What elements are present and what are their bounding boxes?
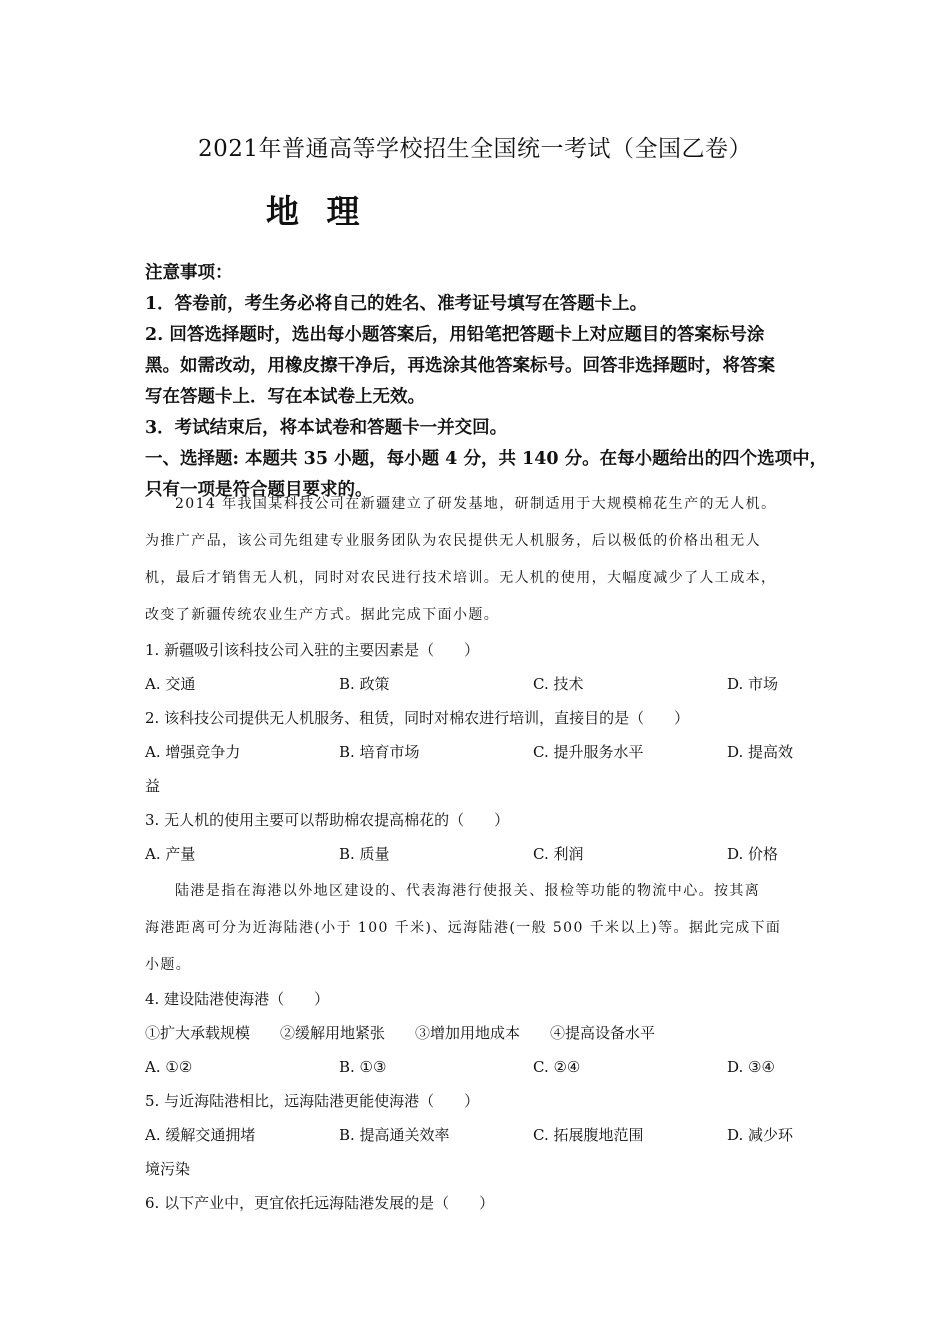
notes-line-3: 黑。如需改动，用橡皮擦干净后，再选涂其他答案标号。回答非选择题时，将答案 <box>145 356 775 376</box>
passage-1-line-1: 2014 年我国某科技公司在新疆建立了研发基地，研制适用于大规模棉花生产的无人机。 <box>175 496 777 512</box>
passage-2-line-1: 陆港是指在海港以外地区建设的、代表海港行使报关、报检等功能的物流中心。按其离 <box>175 883 761 899</box>
notes-section <box>145 258 828 506</box>
option-c: C. 提升服务水平 <box>533 743 644 761</box>
option-d: D. 市场 <box>727 675 779 693</box>
question-5-options <box>145 1118 815 1152</box>
option-a: A. 产量 <box>145 845 196 863</box>
section-line-1: 一、选择题: 本题共 35 小题，每小题 4 分，共 140 分。在每小题给出的四个选项中， <box>145 449 828 469</box>
option-a: A. ①② <box>145 1058 193 1076</box>
option-d: D. 减少环 <box>727 1126 794 1144</box>
passage-1 <box>145 486 815 634</box>
question-2-stem: 2. 该科技公司提供无人机服务、租赁，同时对棉农进行培训，直接目的是（ ） <box>145 709 690 727</box>
question-2-options <box>145 735 815 769</box>
section-line-2: 只有一项是符合题目要求的。 <box>145 480 373 500</box>
option-c: C. ②④ <box>533 1058 581 1076</box>
questions-4-6 <box>145 982 815 1220</box>
passage-1-line-2: 为推广产品，该公司先组建专业服务团队为农民提供无人机服务，后以极低的价格出租无人 <box>145 533 761 549</box>
passage-2 <box>145 873 815 984</box>
option-b: B. ①③ <box>339 1058 387 1076</box>
question-5-option-d-wrap: 境污染 <box>145 1160 191 1178</box>
question-1-stem: 1. 新疆吸引该科技公司入驻的主要因素是（ ） <box>145 641 480 659</box>
option-c: C. 拓展腹地范围 <box>533 1126 644 1144</box>
option-c: C. 利润 <box>533 845 584 863</box>
option-c: C. 技术 <box>533 675 584 693</box>
notes-line-2: 2. 回答选择题时，选出每小题答案后，用铅笔把答题卡上对应题目的答案标号涂 <box>145 325 765 345</box>
question-3-options <box>145 837 815 871</box>
option-b: B. 政策 <box>339 675 390 693</box>
option-b: B. 质量 <box>339 845 390 863</box>
questions-1-3 <box>145 633 815 871</box>
option-a: A. 交通 <box>145 675 196 693</box>
passage-1-line-4: 改变了新疆传统农业生产方式。据此完成下面小题。 <box>145 607 500 623</box>
passage-2-line-2: 海港距离可分为近海陆港(小于 100 千米)、远海陆港(一般 500 千米以上)等。据此完成下面 <box>145 920 782 936</box>
question-5-stem: 5. 与近海陆港相比，远海陆港更能使海港（ ） <box>145 1092 480 1110</box>
question-4-stem: 4. 建设陆港使海港（ ） <box>145 990 330 1008</box>
question-2-option-d-wrap: 益 <box>145 777 161 795</box>
option-b: B. 提高通关效率 <box>339 1126 450 1144</box>
passage-2-line-3: 小题。 <box>145 957 192 973</box>
question-4-items: ①扩大承载规模 ②缓解用地紧张 ③增加用地成本 ④提高设备水平 <box>145 1024 656 1042</box>
option-a: A. 增强竞争力 <box>145 743 241 761</box>
subject-title: 地 理 <box>266 192 368 231</box>
option-d: D. ③④ <box>727 1058 775 1076</box>
option-d: D. 提高效 <box>727 743 794 761</box>
notes-line-4: 写在答题卡上．写在本试卷上无效。 <box>145 387 425 407</box>
option-b: B. 培育市场 <box>339 743 420 761</box>
question-6-stem: 6. 以下产业中，更宜依托远海陆港发展的是（ ） <box>145 1194 495 1212</box>
notes-line-5: 3．考试结束后，将本试卷和答题卡一并交回。 <box>145 418 508 438</box>
passage-1-line-3: 机，最后才销售无人机，同时对农民进行技术培训。无人机的使用，大幅度减少了人工成本， <box>145 570 777 586</box>
question-4-options <box>145 1050 815 1084</box>
notes-line-1: 1．答卷前，考生务必将自己的姓名、准考证号填写在答题卡上。 <box>145 294 648 314</box>
option-d: D. 价格 <box>727 845 779 863</box>
question-3-stem: 3. 无人机的使用主要可以帮助棉农提高棉花的（ ） <box>145 811 510 829</box>
option-a: A. 缓解交通拥堵 <box>145 1126 256 1144</box>
notes-heading: 注意事项： <box>145 263 233 283</box>
question-1-options <box>145 667 815 701</box>
exam-title: 2021年普通高等学校招生全国统一考试（全国乙卷） <box>197 136 753 162</box>
